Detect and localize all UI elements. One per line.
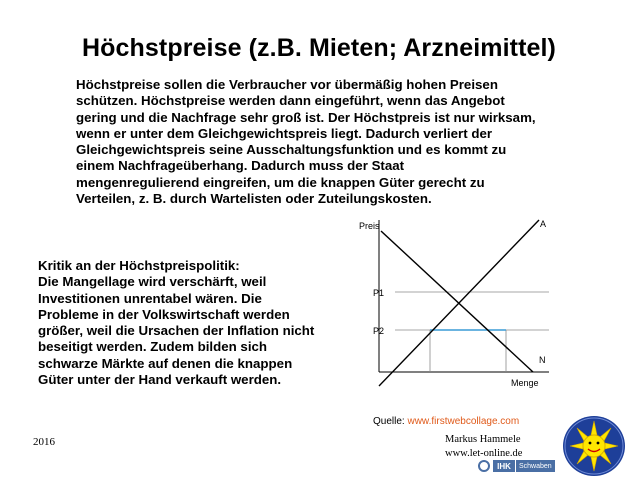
critique-line: Probleme in der Volkswirtschaft werden [38, 306, 290, 322]
intro-line: Verteilen, z. B. durch Wartelisten oder Zuteilungskosten. [76, 191, 432, 207]
ihk-swirl-icon [478, 460, 490, 472]
intro-line: gering und die Nachfrage sehr groß ist. Der Höchstpreis ist nur wirksam, [76, 109, 536, 125]
ihk-mark: IHK [493, 460, 515, 472]
x-axis-label: Menge [511, 378, 539, 388]
ihk-schwaben-logo [478, 459, 562, 473]
intro-line: Gleichgewichtspreis seine Ausschaltungsfunktion und es kommt zu [76, 142, 507, 158]
critique-line: schwarze Märkte auf denen die knappen [38, 355, 293, 371]
intro-line: Höchstpreise sollen die Verbraucher vor übermäßig hohen Preisen [76, 77, 498, 92]
critique-heading: Kritik an der Höchstpreispolitik: [38, 258, 240, 273]
author-website[interactable]: www.let-online.de [445, 448, 523, 459]
slide-title: Höchstpreise (z.B. Mieten; Arzneimittel) [82, 34, 556, 62]
source-credit [373, 416, 519, 427]
supply-curve [379, 220, 539, 386]
critique-line: Die Mangellage wird verschärft, weil [38, 274, 267, 290]
source-label: Quelle: [373, 416, 408, 427]
price-ceiling-diagram [359, 212, 557, 400]
critique-line: Güter unter der Hand verkauft werden. [38, 372, 282, 388]
ihk-region: Schwaben [516, 460, 555, 472]
critique-paragraph [38, 258, 348, 388]
author-name: Markus Hammele [445, 434, 521, 445]
footer-year: 2016 [33, 436, 55, 448]
critique-line: größer, weil die Ursachen der Inflation nicht [38, 323, 315, 339]
intro-line: schützen. Höchstpreise werden dann eingeführt, wenn das Angebot [76, 93, 505, 109]
p1-label: P1 [373, 288, 385, 298]
source-link[interactable]: www.firstwebcollage.com [407, 416, 520, 427]
supply-curve-label: A [540, 219, 547, 229]
p2-label: P2 [373, 326, 385, 336]
intro-line: einem Nachfrageüberhang. Dadurch muss der Staat [76, 158, 405, 174]
intro-paragraph [76, 77, 596, 207]
critique-line: beseitigt werden. Zudem bilden sich [38, 339, 268, 355]
demand-curve-label: N [539, 355, 546, 365]
intro-line: wenn er unter dem Gleichgewichtspreis liegt. Dadurch verliert der [76, 125, 493, 141]
y-axis-label: Preis [359, 221, 380, 231]
author-block [445, 433, 522, 461]
intro-line: mengenregulierend eingreifen, um die knappen Güter gerecht zu [76, 174, 485, 190]
diagram-svg [359, 212, 557, 400]
critique-line: Investitionen unrentabel wären. Die [38, 290, 262, 306]
demand-curve [381, 231, 533, 372]
sun-logo-icon [562, 415, 626, 477]
